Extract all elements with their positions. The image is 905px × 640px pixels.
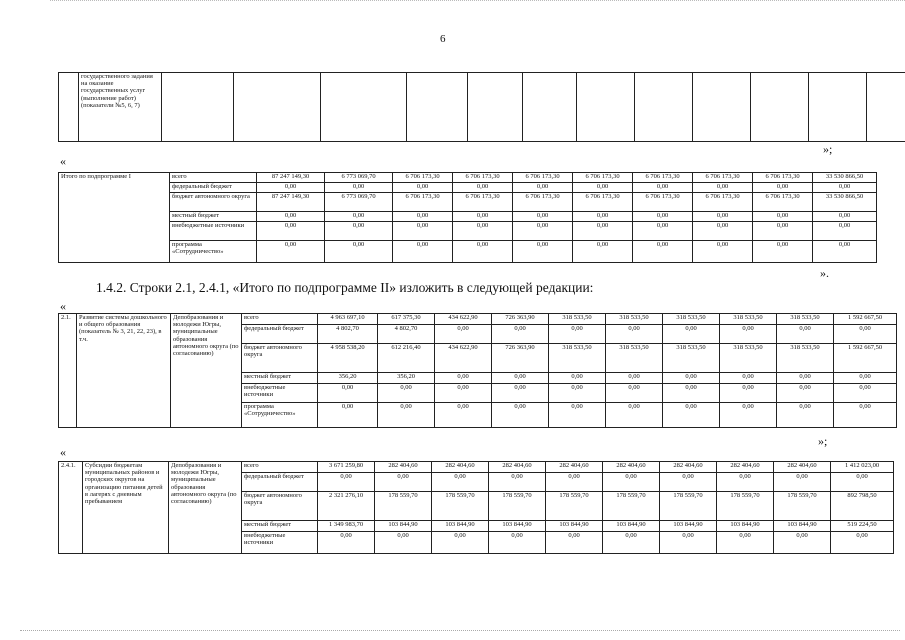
amount-cell: 178 559,70 xyxy=(774,491,831,520)
amount-cell: 0,00 xyxy=(813,240,877,262)
amount-cell: 6 773 069,70 xyxy=(325,193,393,212)
amount-cell: 4 963 697,10 xyxy=(318,314,378,325)
table-row xyxy=(59,314,897,325)
amount-cell: 726 363,90 xyxy=(492,314,549,325)
amount-cell: 0,00 xyxy=(813,211,877,221)
amount-cell: 0,00 xyxy=(777,325,834,344)
amount-cell: 0,00 xyxy=(834,325,897,344)
page-number: 6 xyxy=(440,33,446,45)
amount-cell: 6 706 173,30 xyxy=(513,193,573,212)
amount-cell: 0,00 xyxy=(693,211,753,221)
funding-source: всего xyxy=(242,314,318,325)
amount-cell: 0,00 xyxy=(257,240,325,262)
funding-source: всего xyxy=(170,173,257,183)
amount-cell: 4 802,70 xyxy=(378,325,435,344)
amount-cell: 0,00 xyxy=(753,211,813,221)
amount-cell: 0,00 xyxy=(834,372,897,383)
funding-source: внебюджетные источники xyxy=(242,531,318,553)
amount-cell: 318 533,50 xyxy=(549,343,606,372)
funding-source: бюджет автономного округа xyxy=(170,193,257,212)
amount-cell: 0,00 xyxy=(546,531,603,553)
row-number: 2.1. xyxy=(59,314,77,428)
amount-cell: 282 404,60 xyxy=(546,462,603,473)
funding-source: местный бюджет xyxy=(242,372,318,383)
amount-cell: 0,00 xyxy=(813,221,877,240)
amount-cell: 0,00 xyxy=(393,211,453,221)
amount-cell: 4 958 538,20 xyxy=(318,343,378,372)
funding-source: внебюджетные источники xyxy=(170,221,257,240)
amount-cell: 3 671 259,80 xyxy=(318,462,375,473)
amount-cell: 282 404,60 xyxy=(432,462,489,473)
amount-cell: 0,00 xyxy=(325,211,393,221)
amount-cell: 0,00 xyxy=(318,473,375,492)
scan-edge-bottom xyxy=(20,630,900,631)
amount-cell: 282 404,60 xyxy=(717,462,774,473)
amount-cell: 1 592 667,50 xyxy=(834,343,897,372)
amount-cell: 0,00 xyxy=(720,372,777,383)
amount-cell: 0,00 xyxy=(489,531,546,553)
amount-cell: 103 844,90 xyxy=(546,520,603,531)
amount-cell: 178 559,70 xyxy=(489,491,546,520)
amount-cell: 0,00 xyxy=(318,531,375,553)
amount-cell: 0,00 xyxy=(492,325,549,344)
table-fragment-top xyxy=(58,72,905,142)
amount-cell: 0,00 xyxy=(318,402,378,427)
amount-cell: 1 349 983,70 xyxy=(318,520,375,531)
amount-cell: 434 622,90 xyxy=(435,314,492,325)
funding-source: программа «Сотрудничество» xyxy=(242,402,318,427)
amount-cell: 0,00 xyxy=(831,473,894,492)
table-row-2-4-1 xyxy=(58,461,894,554)
funding-source: программа «Сотрудничество» xyxy=(170,240,257,262)
amount-cell: 0,00 xyxy=(720,383,777,402)
amount-cell: 0,00 xyxy=(378,402,435,427)
amount-cell: 6 706 173,30 xyxy=(393,173,453,183)
amount-cell: 0,00 xyxy=(453,183,513,193)
amount-cell: 0,00 xyxy=(492,372,549,383)
amount-cell: 282 404,60 xyxy=(603,462,660,473)
amount-cell: 0,00 xyxy=(606,325,663,344)
amount-cell: 103 844,90 xyxy=(774,520,831,531)
amount-cell: 0,00 xyxy=(753,221,813,240)
total-label: Итого по подпрограмме I xyxy=(59,173,170,263)
amount-cell: 103 844,90 xyxy=(603,520,660,531)
amount-cell: 318 533,50 xyxy=(720,314,777,325)
funding-source: федеральный бюджет xyxy=(170,183,257,193)
quote-open-1: « xyxy=(60,154,66,168)
amount-cell: 178 559,70 xyxy=(603,491,660,520)
amount-cell: 4 802,70 xyxy=(318,325,378,344)
amount-cell: 0,00 xyxy=(549,372,606,383)
amount-cell: 434 622,90 xyxy=(435,343,492,372)
amount-cell: 282 404,60 xyxy=(375,462,432,473)
amount-cell: 6 706 173,30 xyxy=(753,193,813,212)
amount-cell: 33 530 866,50 xyxy=(813,193,877,212)
amount-cell: 0,00 xyxy=(774,531,831,553)
amount-cell: 0,00 xyxy=(573,221,633,240)
amount-cell: 0,00 xyxy=(513,183,573,193)
section-heading: 1.4.2. Строки 2.1, 2.4.1, «Итого по подпрограмме II» изложить в следующей редакции: xyxy=(96,280,594,295)
amount-cell: 0,00 xyxy=(435,325,492,344)
amount-cell: 6 706 173,30 xyxy=(573,193,633,212)
amount-cell: 178 559,70 xyxy=(717,491,774,520)
amount-cell: 0,00 xyxy=(393,221,453,240)
amount-cell: 0,00 xyxy=(393,240,453,262)
amount-cell: 0,00 xyxy=(375,473,432,492)
amount-cell: 0,00 xyxy=(573,183,633,193)
amount-cell: 0,00 xyxy=(573,211,633,221)
amount-cell: 0,00 xyxy=(378,383,435,402)
amount-cell: 0,00 xyxy=(633,183,693,193)
amount-cell: 6 706 173,30 xyxy=(633,173,693,183)
amount-cell: 0,00 xyxy=(753,183,813,193)
amount-cell: 0,00 xyxy=(435,383,492,402)
funding-source: местный бюджет xyxy=(242,520,318,531)
quote-open-2: « xyxy=(60,299,66,313)
quote-close-1: »; xyxy=(823,142,833,156)
amount-cell: 318 533,50 xyxy=(777,314,834,325)
amount-cell: 726 363,90 xyxy=(492,343,549,372)
amount-cell: 318 533,50 xyxy=(549,314,606,325)
amount-cell: 892 798,50 xyxy=(831,491,894,520)
amount-cell: 617 375,30 xyxy=(378,314,435,325)
amount-cell: 282 404,60 xyxy=(660,462,717,473)
amount-cell: 0,00 xyxy=(834,383,897,402)
amount-cell: 0,00 xyxy=(549,325,606,344)
amount-cell: 0,00 xyxy=(663,383,720,402)
amount-cell: 282 404,60 xyxy=(489,462,546,473)
amount-cell: 0,00 xyxy=(633,240,693,262)
amount-cell: 0,00 xyxy=(435,402,492,427)
amount-cell: 0,00 xyxy=(513,211,573,221)
funding-source: внебюджетные источники xyxy=(242,383,318,402)
amount-cell: 0,00 xyxy=(606,372,663,383)
amount-cell: 2 321 276,10 xyxy=(318,491,375,520)
table-row xyxy=(59,240,877,262)
amount-cell: 103 844,90 xyxy=(489,520,546,531)
amount-cell: 1 592 667,50 xyxy=(834,314,897,325)
table-subprogram-total xyxy=(58,172,877,263)
table-row xyxy=(59,221,877,240)
amount-cell: 0,00 xyxy=(513,240,573,262)
amount-cell: 0,00 xyxy=(663,402,720,427)
fragment-label: государственного задания на оказание государственных услуг (выполнение работ) (показатели №5, 6, 7) xyxy=(79,73,162,142)
amount-cell: 178 559,70 xyxy=(660,491,717,520)
amount-cell: 519 224,50 xyxy=(831,520,894,531)
amount-cell: 178 559,70 xyxy=(432,491,489,520)
amount-cell: 282 404,60 xyxy=(774,462,831,473)
amount-cell: 612 216,40 xyxy=(378,343,435,372)
amount-cell: 0,00 xyxy=(660,531,717,553)
amount-cell: 0,00 xyxy=(720,402,777,427)
amount-cell: 0,00 xyxy=(777,372,834,383)
amount-cell: 0,00 xyxy=(777,402,834,427)
table-row xyxy=(59,183,877,193)
amount-cell: 6 706 173,30 xyxy=(693,173,753,183)
amount-cell: 0,00 xyxy=(813,183,877,193)
table-row xyxy=(59,211,877,221)
amount-cell: 0,00 xyxy=(432,531,489,553)
quote-open-3: « xyxy=(60,445,66,459)
amount-cell: 0,00 xyxy=(693,221,753,240)
amount-cell: 318 533,50 xyxy=(606,314,663,325)
amount-cell: 0,00 xyxy=(693,240,753,262)
amount-cell: 318 533,50 xyxy=(663,343,720,372)
amount-cell: 6 706 173,30 xyxy=(393,193,453,212)
amount-cell: 6 706 173,30 xyxy=(573,173,633,183)
amount-cell: 318 533,50 xyxy=(777,343,834,372)
amount-cell: 0,00 xyxy=(325,221,393,240)
amount-cell: 0,00 xyxy=(831,531,894,553)
amount-cell: 0,00 xyxy=(257,211,325,221)
amount-cell: 33 530 866,50 xyxy=(813,173,877,183)
amount-cell: 356,20 xyxy=(318,372,378,383)
amount-cell: 0,00 xyxy=(435,372,492,383)
amount-cell: 0,00 xyxy=(717,473,774,492)
amount-cell: 0,00 xyxy=(834,402,897,427)
amount-cell: 0,00 xyxy=(774,473,831,492)
amount-cell: 0,00 xyxy=(693,183,753,193)
funding-source: местный бюджет xyxy=(170,211,257,221)
funding-source: бюджет автономного округа xyxy=(242,491,318,520)
amount-cell: 0,00 xyxy=(257,183,325,193)
table-row xyxy=(59,173,877,183)
amount-cell: 0,00 xyxy=(318,383,378,402)
amount-cell: 0,00 xyxy=(257,221,325,240)
amount-cell: 103 844,90 xyxy=(717,520,774,531)
amount-cell: 0,00 xyxy=(549,402,606,427)
amount-cell: 0,00 xyxy=(663,372,720,383)
amount-cell: 0,00 xyxy=(777,383,834,402)
amount-cell: 6 706 173,30 xyxy=(633,193,693,212)
amount-cell: 0,00 xyxy=(660,473,717,492)
amount-cell: 103 844,90 xyxy=(660,520,717,531)
amount-cell: 0,00 xyxy=(753,240,813,262)
amount-cell: 0,00 xyxy=(546,473,603,492)
amount-cell: 0,00 xyxy=(375,531,432,553)
amount-cell: 103 844,90 xyxy=(375,520,432,531)
funding-source: бюджет автономного округа xyxy=(242,343,318,372)
amount-cell: 103 844,90 xyxy=(432,520,489,531)
amount-cell: 6 706 173,30 xyxy=(753,173,813,183)
amount-cell: 6 706 173,30 xyxy=(453,193,513,212)
executor: Депобразования и молодежи Югры, муниципальные образования автономного округа (по согласованию) xyxy=(171,314,242,428)
activity-name: Субсидии бюджетам муниципальных районов и городских округов на организацию питания детей в лагерях с дневным пребыванием xyxy=(83,462,169,554)
table-row xyxy=(59,193,877,212)
amount-cell: 178 559,70 xyxy=(546,491,603,520)
amount-cell: 0,00 xyxy=(603,531,660,553)
amount-cell: 0,00 xyxy=(633,221,693,240)
amount-cell: 6 706 173,30 xyxy=(513,173,573,183)
amount-cell: 318 533,50 xyxy=(663,314,720,325)
activity-name: Развитие системы дошкольного и общего образования (показатель № 3, 21, 22, 23), в т.ч. xyxy=(77,314,171,428)
quote-close-2: ». xyxy=(820,266,829,280)
amount-cell: 87 247 149,30 xyxy=(257,193,325,212)
amount-cell: 0,00 xyxy=(432,473,489,492)
amount-cell: 0,00 xyxy=(325,240,393,262)
amount-cell: 0,00 xyxy=(606,383,663,402)
amount-cell: 1 412 023,00 xyxy=(831,462,894,473)
amount-cell: 0,00 xyxy=(325,183,393,193)
amount-cell: 0,00 xyxy=(453,221,513,240)
amount-cell: 0,00 xyxy=(513,221,573,240)
amount-cell: 0,00 xyxy=(453,240,513,262)
amount-cell: 0,00 xyxy=(393,183,453,193)
amount-cell: 0,00 xyxy=(606,402,663,427)
amount-cell: 0,00 xyxy=(453,211,513,221)
amount-cell: 0,00 xyxy=(489,473,546,492)
amount-cell: 356,20 xyxy=(378,372,435,383)
amount-cell: 318 533,50 xyxy=(720,343,777,372)
amount-cell: 0,00 xyxy=(717,531,774,553)
amount-cell: 0,00 xyxy=(549,383,606,402)
amount-cell: 0,00 xyxy=(663,325,720,344)
executor: Депобразования и молодежи Югры, муниципальные образования автономного округа (по согласованию) xyxy=(169,462,242,554)
quote-close-3: »; xyxy=(818,434,828,448)
amount-cell: 178 559,70 xyxy=(375,491,432,520)
funding-source: федеральный бюджет xyxy=(242,325,318,344)
amount-cell: 0,00 xyxy=(573,240,633,262)
amount-cell: 6 773 069,70 xyxy=(325,173,393,183)
funding-source: федеральный бюджет xyxy=(242,473,318,492)
amount-cell: 6 706 173,30 xyxy=(693,193,753,212)
scan-edge-top xyxy=(50,0,905,1)
amount-cell: 0,00 xyxy=(492,383,549,402)
amount-cell: 0,00 xyxy=(720,325,777,344)
amount-cell: 0,00 xyxy=(603,473,660,492)
row-number: 2.4.1. xyxy=(59,462,83,554)
funding-source: всего xyxy=(242,462,318,473)
amount-cell: 0,00 xyxy=(633,211,693,221)
amount-cell: 6 706 173,30 xyxy=(453,173,513,183)
amount-cell: 87 247 149,30 xyxy=(257,173,325,183)
table-row xyxy=(59,462,894,473)
amount-cell: 318 533,50 xyxy=(606,343,663,372)
table-row-2-1 xyxy=(58,313,897,428)
amount-cell: 0,00 xyxy=(492,402,549,427)
